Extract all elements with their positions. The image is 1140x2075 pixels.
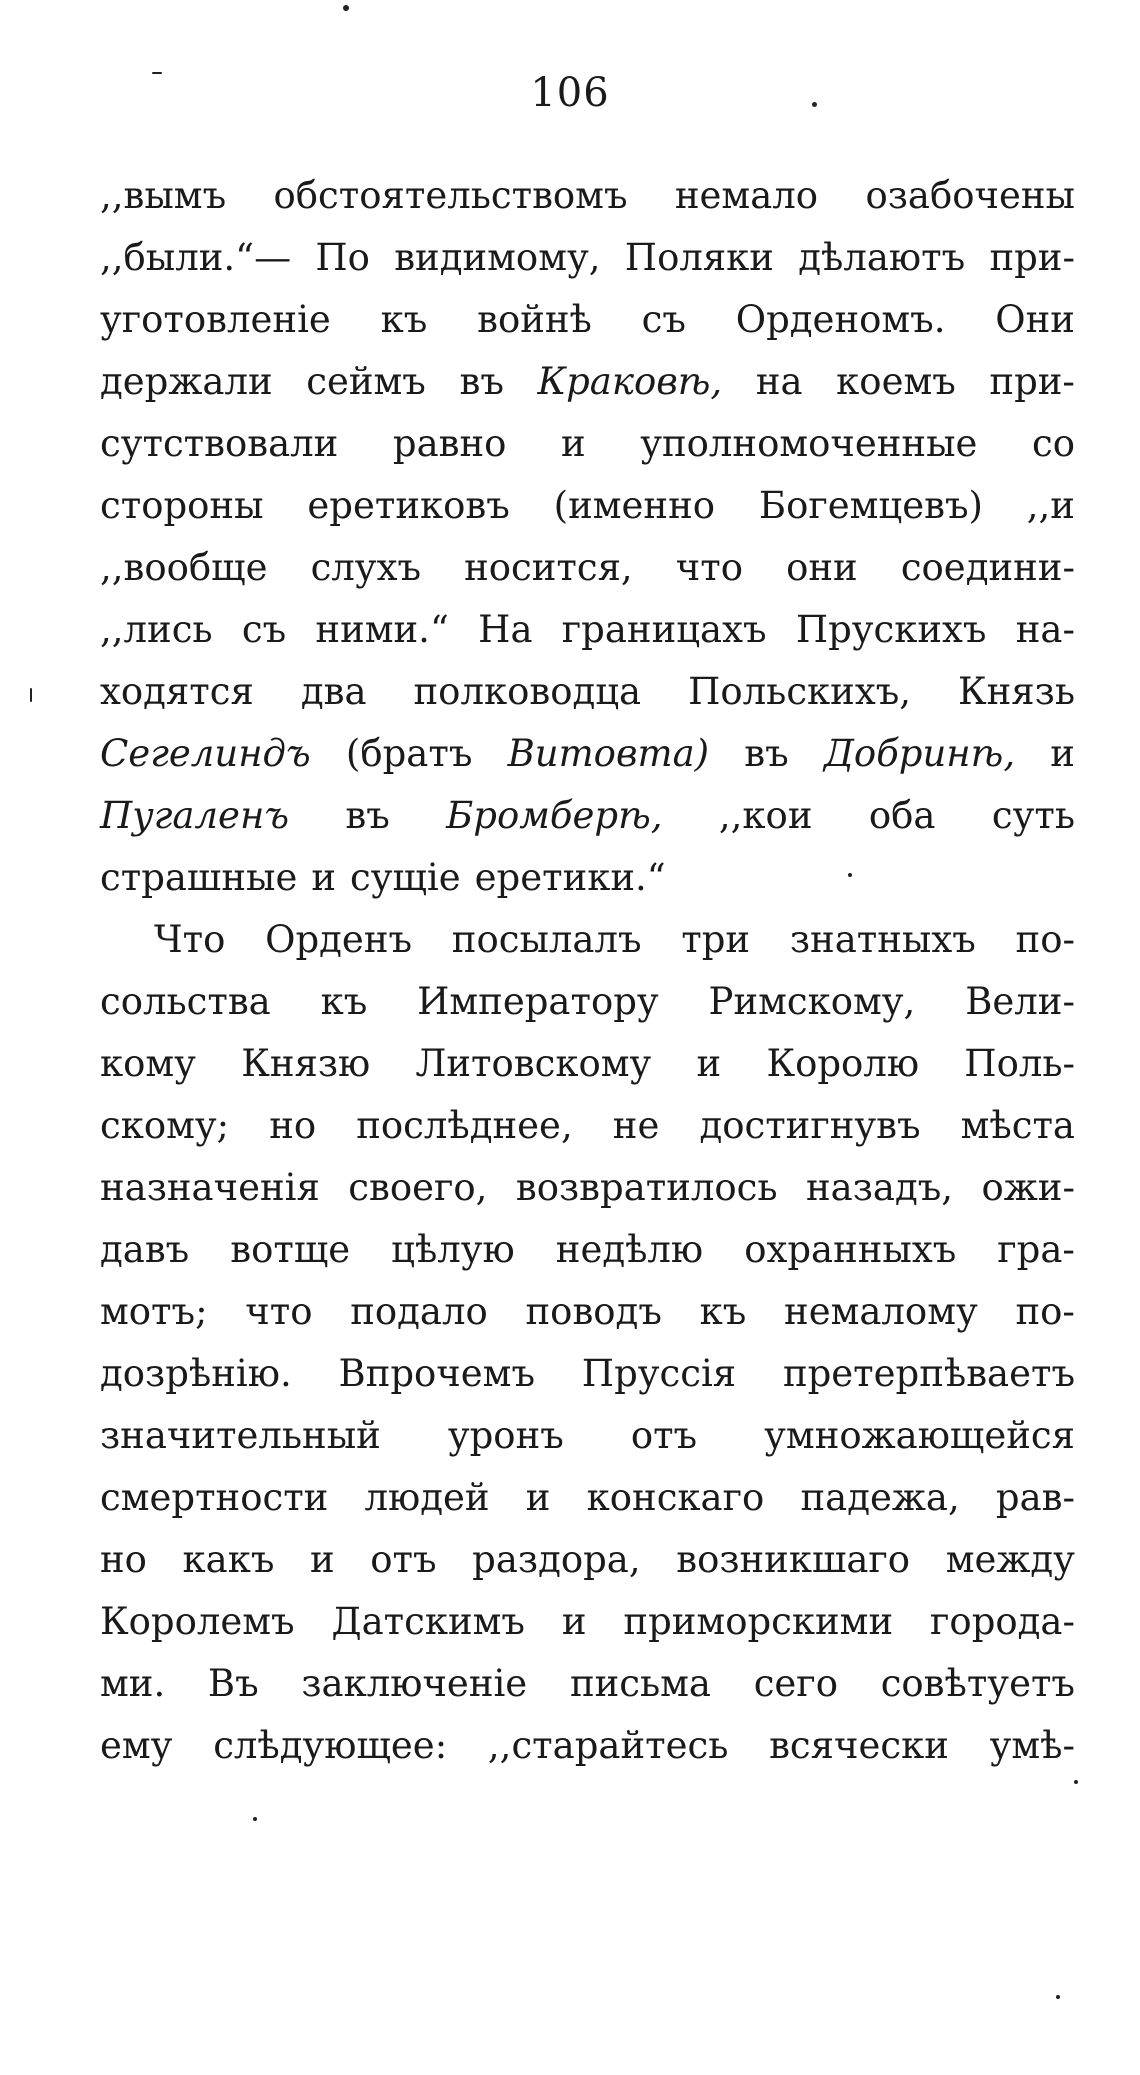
word: уготовленіе bbox=[100, 298, 331, 341]
word: что bbox=[245, 1290, 313, 1333]
scan-speck bbox=[812, 102, 817, 107]
text-line bbox=[100, 599, 1075, 661]
scan-speck bbox=[848, 873, 852, 877]
word: людей bbox=[364, 1476, 490, 1519]
scan-speck bbox=[152, 72, 162, 74]
word: послѣднее, bbox=[356, 1104, 573, 1147]
word: войнѣ bbox=[477, 298, 592, 341]
text-line bbox=[100, 1033, 1075, 1095]
text-line bbox=[100, 723, 1075, 785]
word: назадъ, bbox=[805, 1166, 954, 1209]
word: (братъ bbox=[345, 732, 473, 775]
word: Королю bbox=[766, 1042, 920, 1085]
word: съ bbox=[641, 298, 686, 341]
word: претерпѣваетъ bbox=[782, 1352, 1075, 1395]
italic-word: Добринѣ, bbox=[823, 732, 1016, 775]
word: Въ bbox=[207, 1662, 259, 1705]
word: соедини- bbox=[900, 546, 1075, 589]
word: и bbox=[525, 1476, 551, 1519]
text-line bbox=[100, 1653, 1075, 1715]
text-line bbox=[100, 1095, 1075, 1157]
word: смертности bbox=[100, 1476, 329, 1519]
word: мотъ; bbox=[100, 1290, 208, 1333]
word: Вели- bbox=[965, 980, 1075, 1023]
word: и bbox=[696, 1042, 722, 1085]
text-line bbox=[100, 475, 1075, 537]
text-line bbox=[100, 1591, 1075, 1653]
word: носится, bbox=[464, 546, 633, 589]
word: ними.“ bbox=[315, 608, 449, 651]
word: (именно bbox=[553, 484, 716, 527]
word: Датскимъ bbox=[331, 1600, 525, 1643]
word: по- bbox=[1015, 1290, 1075, 1333]
word: достигнувъ bbox=[699, 1104, 921, 1147]
word: совѣтуетъ bbox=[880, 1662, 1075, 1705]
text-line bbox=[100, 909, 1075, 971]
word: Они bbox=[995, 298, 1075, 341]
word: держали bbox=[100, 360, 273, 403]
word: между bbox=[945, 1538, 1075, 1581]
word: со bbox=[1032, 422, 1075, 465]
text-line bbox=[100, 785, 1075, 847]
word: слѣдующее: bbox=[213, 1724, 448, 1767]
word: Богемцевъ) bbox=[758, 484, 983, 527]
word: Князь bbox=[958, 670, 1075, 713]
text-line bbox=[100, 537, 1075, 599]
word: города- bbox=[930, 1600, 1075, 1643]
word: и bbox=[1050, 732, 1075, 775]
word: Князю bbox=[241, 1042, 371, 1085]
word: по- bbox=[1015, 918, 1075, 961]
word: Что bbox=[154, 918, 226, 961]
word: кому bbox=[100, 1042, 196, 1085]
word: коемъ bbox=[836, 360, 956, 403]
word: Римскому, bbox=[708, 980, 916, 1023]
word: еретиковъ bbox=[307, 484, 510, 527]
word: Поляки bbox=[624, 236, 774, 279]
word: немалому bbox=[784, 1290, 978, 1333]
word: сутствовали bbox=[100, 422, 339, 465]
page-number: 106 bbox=[530, 70, 610, 116]
text-line bbox=[100, 1405, 1075, 1467]
text-line bbox=[100, 971, 1075, 1033]
word: немало bbox=[674, 174, 819, 217]
word: посылалъ bbox=[451, 918, 642, 961]
italic-word: Витовта) bbox=[507, 732, 710, 775]
word: всячески bbox=[769, 1724, 949, 1767]
word: что bbox=[675, 546, 744, 589]
word: отъ bbox=[370, 1538, 437, 1581]
word: цѣлую bbox=[391, 1228, 515, 1271]
word: приморскими bbox=[623, 1600, 894, 1643]
scan-speck bbox=[1074, 1780, 1078, 1784]
word: дозрѣнію. bbox=[100, 1352, 292, 1395]
word: при- bbox=[989, 360, 1075, 403]
word: сего bbox=[753, 1662, 838, 1705]
word: два bbox=[300, 670, 367, 713]
word: недѣлю bbox=[555, 1228, 704, 1271]
italic-word: Пугаленъ bbox=[100, 794, 289, 837]
word: ,,и bbox=[1026, 484, 1075, 527]
word: гра- bbox=[997, 1228, 1075, 1271]
word: Поль- bbox=[964, 1042, 1075, 1085]
scan-speck bbox=[253, 1817, 257, 1821]
word: На bbox=[478, 608, 533, 651]
word: По bbox=[315, 236, 370, 279]
word: ,,кои bbox=[718, 794, 813, 837]
word: въ bbox=[345, 794, 390, 837]
word: мѣста bbox=[960, 1104, 1075, 1147]
word: рав- bbox=[995, 1476, 1075, 1519]
word: Орденъ bbox=[265, 918, 413, 961]
text-line bbox=[100, 1219, 1075, 1281]
word: еретики.“ bbox=[474, 856, 666, 899]
word: ,,вообще bbox=[100, 546, 268, 589]
word: возникшаго bbox=[676, 1538, 911, 1581]
word: стороны bbox=[100, 484, 264, 527]
word: вотще bbox=[230, 1228, 351, 1271]
word: ему bbox=[100, 1724, 173, 1767]
text-line bbox=[100, 289, 1075, 351]
word: возвратилось bbox=[515, 1166, 778, 1209]
word: Литовскому bbox=[415, 1042, 652, 1085]
text-line bbox=[100, 1715, 1075, 1777]
body-text bbox=[100, 165, 1075, 1777]
word: значительный bbox=[100, 1414, 381, 1457]
word: но bbox=[100, 1538, 147, 1581]
italic-word: Бромберѣ, bbox=[446, 794, 663, 837]
word: своего, bbox=[348, 1166, 488, 1209]
word: назначенія bbox=[100, 1166, 320, 1209]
word: озабочены bbox=[865, 174, 1075, 217]
word: ходятся bbox=[100, 670, 254, 713]
word: ожи- bbox=[981, 1166, 1075, 1209]
word: полководца bbox=[413, 670, 642, 713]
word: Прускихъ bbox=[795, 608, 987, 651]
word: уполномоченные bbox=[640, 422, 978, 465]
word: охранныхъ bbox=[744, 1228, 957, 1271]
word: суть bbox=[991, 794, 1075, 837]
word: въ bbox=[459, 360, 504, 403]
word: скому; bbox=[100, 1104, 230, 1147]
word: къ bbox=[320, 980, 368, 1023]
word: конскаго bbox=[586, 1476, 765, 1519]
word: обстоятельствомъ bbox=[273, 174, 628, 217]
word: уронъ bbox=[447, 1414, 564, 1457]
word: Королемъ bbox=[100, 1600, 295, 1643]
word: какъ bbox=[182, 1538, 275, 1581]
word: страшные bbox=[100, 856, 298, 899]
scan-speck bbox=[30, 688, 32, 702]
text-line bbox=[100, 1281, 1075, 1343]
word: дѣлаютъ bbox=[798, 236, 966, 279]
word: Впрочемъ bbox=[338, 1352, 535, 1395]
italic-word: Сегелиндъ bbox=[100, 732, 311, 775]
word: при- bbox=[989, 236, 1075, 279]
word: и bbox=[560, 422, 586, 465]
word: слухъ bbox=[310, 546, 421, 589]
text-line bbox=[100, 413, 1075, 475]
text-line bbox=[100, 661, 1075, 723]
word: письма bbox=[569, 1662, 711, 1705]
text-line bbox=[100, 227, 1075, 289]
word: подало bbox=[350, 1290, 488, 1333]
word: къ bbox=[380, 298, 428, 341]
word: раздора, bbox=[472, 1538, 641, 1581]
word: знатныхъ bbox=[789, 918, 976, 961]
word: сущіе bbox=[350, 856, 461, 899]
word: три bbox=[681, 918, 751, 961]
word: и bbox=[309, 1538, 335, 1581]
word: не bbox=[612, 1104, 660, 1147]
word: но bbox=[269, 1104, 317, 1147]
word: и bbox=[561, 1600, 587, 1643]
word: въ bbox=[744, 732, 789, 775]
scan-speck bbox=[343, 5, 349, 11]
text-line bbox=[100, 1529, 1075, 1591]
word: ,,вымъ bbox=[100, 174, 227, 217]
word: видимому, bbox=[394, 236, 601, 279]
word: сеймъ bbox=[306, 360, 426, 403]
word: Орденомъ. bbox=[735, 298, 946, 341]
scan-speck bbox=[1056, 1995, 1060, 1999]
word: умѣ- bbox=[989, 1724, 1075, 1767]
word: на bbox=[755, 360, 803, 403]
word: на- bbox=[1015, 608, 1075, 651]
text-line bbox=[100, 351, 1075, 413]
text-line bbox=[100, 847, 1075, 909]
word: ,,старайтесь bbox=[487, 1724, 729, 1767]
text-line bbox=[100, 1343, 1075, 1405]
word: сольства bbox=[100, 980, 271, 1023]
italic-word: Краковѣ, bbox=[537, 360, 723, 403]
word: Пруссія bbox=[581, 1352, 737, 1395]
word: съ bbox=[241, 608, 287, 651]
word: поводъ bbox=[525, 1290, 662, 1333]
word: умножающейся bbox=[764, 1414, 1075, 1457]
word: давъ bbox=[100, 1228, 190, 1271]
word: ,,были.“— bbox=[100, 236, 292, 279]
word: равно bbox=[392, 422, 507, 465]
word: ,,лись bbox=[100, 608, 213, 651]
word: падежа, bbox=[800, 1476, 960, 1519]
text-line bbox=[100, 1467, 1075, 1529]
word: отъ bbox=[630, 1414, 698, 1457]
word: Императору bbox=[417, 980, 659, 1023]
word: къ bbox=[699, 1290, 747, 1333]
word: границахъ bbox=[561, 608, 767, 651]
word: они bbox=[786, 546, 858, 589]
word: ми. bbox=[100, 1662, 166, 1705]
word: и bbox=[311, 856, 337, 899]
word: заключеніе bbox=[301, 1662, 528, 1705]
text-line bbox=[100, 1157, 1075, 1219]
word: оба bbox=[868, 794, 936, 837]
text-line bbox=[100, 165, 1075, 227]
word: Польскихъ, bbox=[688, 670, 911, 713]
